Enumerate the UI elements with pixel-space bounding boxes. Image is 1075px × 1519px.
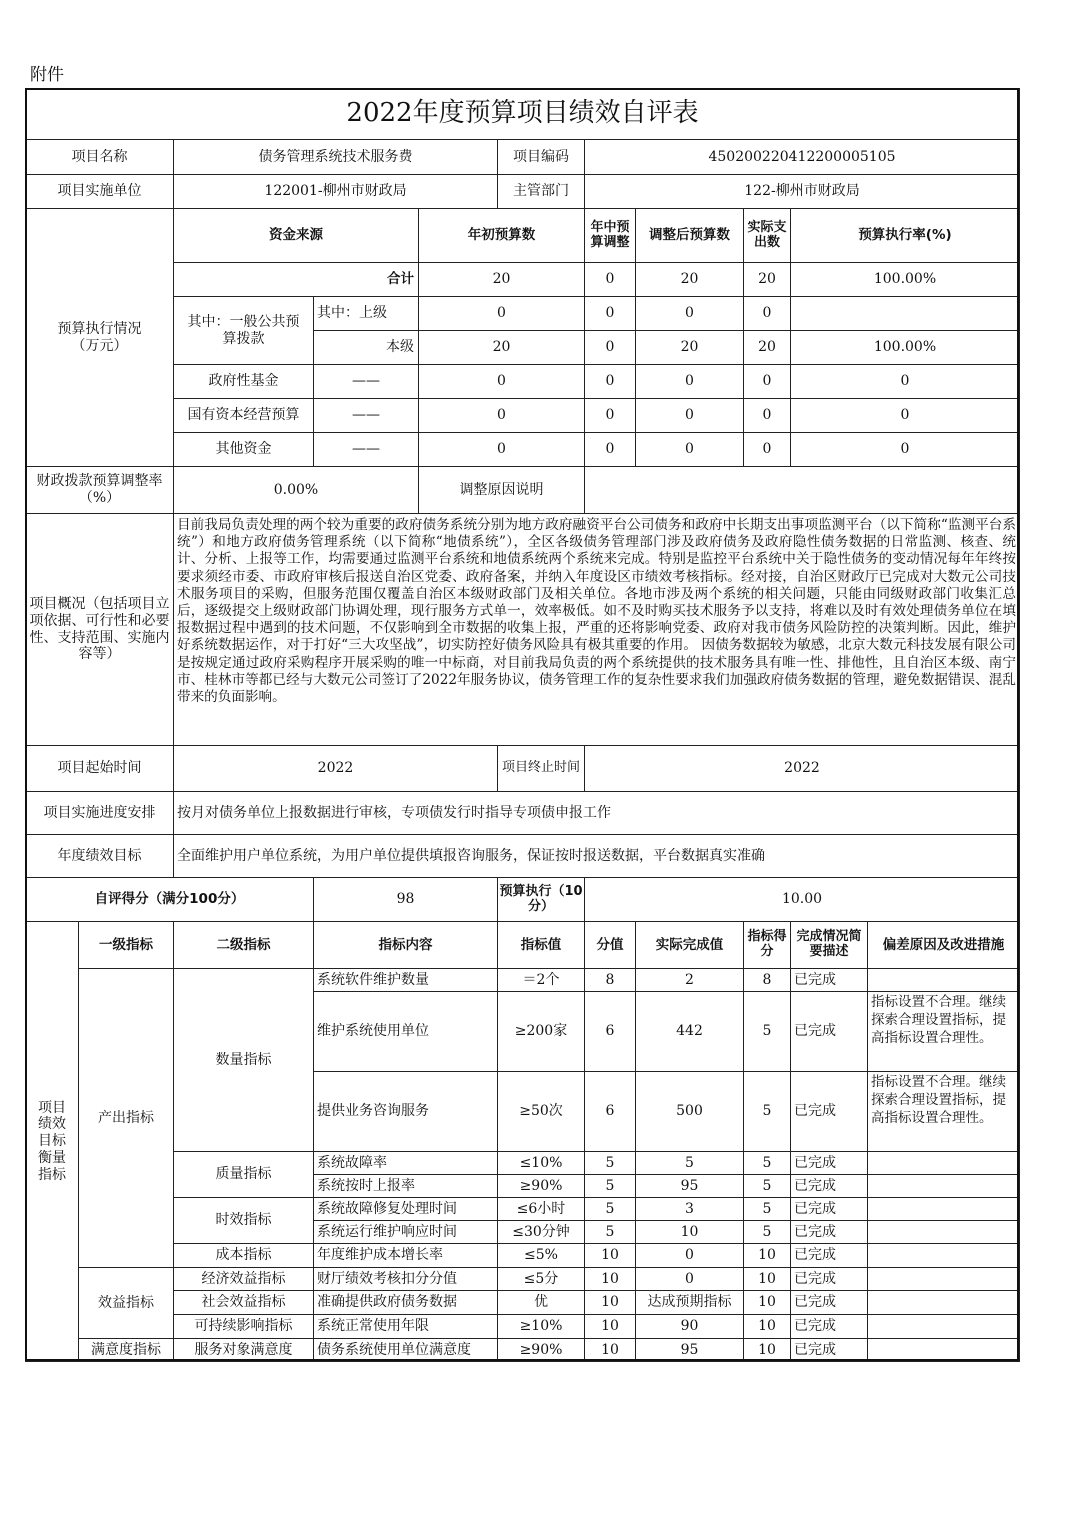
indicator-target: ≥90%: [497, 1338, 585, 1362]
indicator-weight: 10: [584, 1338, 636, 1362]
indicator-status: 已完成: [790, 1267, 868, 1291]
indicator-target: ≥90%: [497, 1174, 585, 1198]
total-row-adjusted: 20: [635, 262, 744, 297]
attachment-label: 附件: [30, 65, 64, 85]
overview-label: 项目概况（包括项目立项依据、可行性和必要性、支持范围、实施内容等）: [25, 513, 174, 746]
level2-service: 服务对象满意度: [173, 1338, 314, 1362]
indicator-target: ≤6小时: [497, 1197, 585, 1221]
indicator-deviation-note: [867, 1174, 1020, 1198]
indicator-actual: 95: [635, 1338, 744, 1362]
indicator-actual: 500: [635, 1071, 744, 1152]
indicator-status: 已完成: [790, 968, 868, 992]
other-funds-row-midyear: 0: [584, 432, 636, 467]
indicator-target: ≤30分钟: [497, 1220, 585, 1244]
level2-sustainable: 可持续影响指标: [173, 1314, 314, 1339]
self-score-value: 98: [313, 877, 498, 922]
header-midyear-adjust: 年中预算调整: [584, 208, 636, 263]
indicator-weight: 5: [584, 1197, 636, 1221]
project-code-label: 项目编码: [497, 139, 585, 175]
indicator-weight: 6: [584, 1071, 636, 1152]
indicator-header-level2: 二级指标: [173, 921, 314, 969]
local-level-row-rate: 100.00%: [790, 330, 1020, 365]
indicator-header-weight: 分值: [584, 921, 636, 969]
budget-section-label: 预算执行情况 （万元）: [25, 208, 174, 467]
other-funds-row-actual: 0: [743, 432, 791, 467]
indicator-status: 已完成: [790, 1338, 868, 1362]
general-budget-label: 其中：一般公共预算拨款: [173, 296, 314, 365]
level1-satisfaction: 满意度指标: [78, 1338, 174, 1362]
upper-level-row-actual: 0: [743, 296, 791, 331]
gov-fund-label: 政府性基金: [173, 364, 314, 399]
indicator-actual: 0: [635, 1243, 744, 1268]
indicator-deviation-note: [867, 1151, 1020, 1175]
indicator-content: 年度维护成本增长率: [313, 1243, 498, 1268]
local-level-label: 本级: [313, 330, 419, 365]
gov-fund-row-actual: 0: [743, 364, 791, 399]
indicator-actual: 95: [635, 1174, 744, 1198]
indicator-weight: 6: [584, 991, 636, 1072]
level2-quality: 质量指标: [173, 1151, 314, 1198]
header-actual-spend: 实际支出数: [743, 208, 791, 263]
indicator-score: 10: [743, 1338, 791, 1362]
gov-fund-row-rate: 0: [790, 364, 1020, 399]
project-name-value: 债务管理系统技术服务费: [173, 139, 498, 175]
indicator-deviation-note: [867, 1267, 1020, 1291]
indicator-content: 准确提供政府债务数据: [313, 1290, 498, 1315]
indicator-header-status: 完成情况简要描述: [790, 921, 868, 969]
indicator-header-note: 偏差原因及改进措施: [867, 921, 1020, 969]
indicator-score: 5: [743, 1174, 791, 1198]
indicator-status: 已完成: [790, 1197, 868, 1221]
indicator-deviation-note: 指标设置不合理。继续探索合理设置指标，提高指标设置合理性。: [867, 991, 1020, 1072]
indicator-deviation-note: [867, 968, 1020, 992]
state-capital-row-rate: 0: [790, 398, 1020, 433]
upper-level-label: 其中：上级: [313, 296, 419, 331]
indicator-score: 5: [743, 1197, 791, 1221]
indicator-status: 已完成: [790, 1290, 868, 1315]
indicator-weight: 5: [584, 1151, 636, 1175]
self-score-label: 自评得分（满分100分）: [25, 877, 314, 922]
project-unit-value: 122001-柳州市财政局: [173, 174, 498, 209]
level1-benefit: 效益指标: [78, 1267, 174, 1339]
project-dept-label: 主管部门: [497, 174, 585, 209]
annual-goal-value: 全面维护用户单位系统，为用户单位提供填报咨询服务，保证按时报送数据，平台数据真实准确: [173, 834, 1020, 878]
gov-fund-row-midyear: 0: [584, 364, 636, 399]
indicator-target: ≥10%: [497, 1314, 585, 1339]
local-level-row-actual: 20: [743, 330, 791, 365]
indicator-status: 已完成: [790, 991, 868, 1072]
adjust-rate-value: 0.00%: [173, 466, 419, 514]
indicator-target: ≤5分: [497, 1267, 585, 1291]
schedule-value: 按月对债务单位上报数据进行审核，专项债发行时指导专项债申报工作: [173, 791, 1020, 835]
level2-quantity: 数量指标: [173, 968, 314, 1152]
indicator-status: 已完成: [790, 1071, 868, 1152]
level1-output: 产出指标: [78, 968, 174, 1268]
indicator-score: 10: [743, 1243, 791, 1268]
indicator-content: 系统故障率: [313, 1151, 498, 1175]
upper-level-row-rate: [790, 296, 1020, 331]
indicator-target: ≤10%: [497, 1151, 585, 1175]
annual-goal-label: 年度绩效目标: [25, 834, 174, 878]
indicator-header-content: 指标内容: [313, 921, 498, 969]
header-adjusted-budget: 调整后预算数: [635, 208, 744, 263]
indicator-target: ＝2个: [497, 968, 585, 992]
indicator-content: 债务系统使用单位满意度: [313, 1338, 498, 1362]
local-level-row-initial: 20: [418, 330, 585, 365]
indicator-status: 已完成: [790, 1151, 868, 1175]
indicator-header-actual: 实际完成值: [635, 921, 744, 969]
indicator-deviation-note: [867, 1290, 1020, 1315]
indicator-score: 5: [743, 1220, 791, 1244]
state-capital-row-initial: 0: [418, 398, 585, 433]
indicator-weight: 10: [584, 1243, 636, 1268]
state-capital-dash: ——: [313, 398, 419, 433]
indicator-score: 10: [743, 1290, 791, 1315]
gov-fund-row-adjusted: 0: [635, 364, 744, 399]
end-time-value: 2022: [584, 745, 1020, 792]
project-unit-label: 项目实施单位: [25, 174, 174, 209]
local-level-row-adjusted: 20: [635, 330, 744, 365]
indicator-actual: 达成预期指标: [635, 1290, 744, 1315]
indicator-weight: 10: [584, 1290, 636, 1315]
indicator-weight: 8: [584, 968, 636, 992]
indicator-header-target: 指标值: [497, 921, 585, 969]
state-capital-label: 国有资本经营预算: [173, 398, 314, 433]
indicator-content: 系统故障修复处理时间: [313, 1197, 498, 1221]
indicator-deviation-note: [867, 1220, 1020, 1244]
budget-exec-score-label: 预算执行（10分）: [497, 877, 585, 922]
page-title: 2022年度预算项目绩效自评表: [25, 88, 1020, 140]
indicator-content: 提供业务咨询服务: [313, 1071, 498, 1152]
upper-level-row-adjusted: 0: [635, 296, 744, 331]
total-row-actual: 20: [743, 262, 791, 297]
indicator-score: 8: [743, 968, 791, 992]
indicator-status: 已完成: [790, 1174, 868, 1198]
indicator-weight: 10: [584, 1267, 636, 1291]
other-funds-row-initial: 0: [418, 432, 585, 467]
indicator-score: 5: [743, 1071, 791, 1152]
gov-fund-dash: ——: [313, 364, 419, 399]
indicator-actual: 90: [635, 1314, 744, 1339]
other-funds-label: 其他资金: [173, 432, 314, 467]
indicator-score: 5: [743, 991, 791, 1072]
indicator-status: 已完成: [790, 1220, 868, 1244]
indicator-header-level1: 一级指标: [78, 921, 174, 969]
state-capital-row-actual: 0: [743, 398, 791, 433]
indicator-target: ≥50次: [497, 1071, 585, 1152]
gov-fund-row-initial: 0: [418, 364, 585, 399]
indicator-score: 10: [743, 1314, 791, 1339]
indicator-content: 系统按时上报率: [313, 1174, 498, 1198]
indicator-score: 10: [743, 1267, 791, 1291]
indicator-target: ≥200家: [497, 991, 585, 1072]
indicator-deviation-note: [867, 1314, 1020, 1339]
adjust-reason-label: 调整原因说明: [418, 466, 585, 514]
indicator-target: ≤5%: [497, 1243, 585, 1268]
indicator-content: 系统软件维护数量: [313, 968, 498, 992]
total-row-label: 合计: [173, 262, 419, 297]
start-time-label: 项目起始时间: [25, 745, 174, 792]
indicator-actual: 0: [635, 1267, 744, 1291]
indicator-content: 财厅绩效考核扣分分值: [313, 1267, 498, 1291]
indicator-actual: 2: [635, 968, 744, 992]
adjust-reason-value: [584, 466, 1020, 514]
project-dept-value: 122-柳州市财政局: [584, 174, 1020, 209]
adjust-rate-label: 财政拨款预算调整率（%）: [25, 466, 174, 514]
indicator-status: 已完成: [790, 1243, 868, 1268]
other-funds-dash: ——: [313, 432, 419, 467]
indicator-actual: 3: [635, 1197, 744, 1221]
indicator-content: 系统运行维护响应时间: [313, 1220, 498, 1244]
overview-text: 目前我局负责处理的两个较为重要的政府债务系统分别为地方政府融资平台公司债务和政府中长期支出事项监测平台（以下简称“监测平台系统”）和地方政府债务管理系统（以下简称“地债系统”），全区各级债务管理部门涉及政府债务及政府隐性债务数据的日常监测、核查、统计、分析、上报等工作，均需要通过监测平台系统和地债系统两个系统来完成。特别是监控平台系统中关于隐性债务的变动情况每年年终按要求须经市委、市政府审核后报送自治区党委、政府备案，并纳入年度设区市绩效考核指标。经对接，自治区财政厅已完成对大数元公司技术服务项目的采购，但服务范围仅覆盖自治区本级财政部门及相关单位。各地市涉及两个系统的相关问题，只能由同级财政部门收集汇总后，逐级提交上级财政部门协调处理，现行服务方式单一，效率极低。如不及时购买技术服务予以支持，将难以及时有效处理债务单位在填报数据过程中遇到的技术问题，不仅影响到全市数据的收集上报，严重的还将影响党委、政府对我市债务风险防控的决策判断。因此，维护好系统数据运作，对于打好“三大攻坚战”，切实防控好债务风险具有极其重要的作用。 因债务数据较为敏感，北京大数元科技发展有限公司是按规定通过政府采购程序开展采购的唯一中标商，对目前我局负责的两个系统提供的技术服务具有唯一性、排他性，且自治区本级、南宁市、桂林市等都已经与大数元公司签订了2022年服务协议，债务管理工作的复杂性要求我们加强政府债务数据的管理，避免数据错误、混乱带来的负面影响。: [173, 513, 1020, 746]
indicator-actual: 10: [635, 1220, 744, 1244]
indicator-content: 系统正常使用年限: [313, 1314, 498, 1339]
header-fund-source: 资金来源: [173, 208, 419, 263]
indicator-content: 维护系统使用单位: [313, 991, 498, 1072]
project-code-value: 450200220412200005105: [584, 139, 1020, 175]
indicator-weight: 10: [584, 1314, 636, 1339]
indicator-weight: 5: [584, 1220, 636, 1244]
indicator-actual: 442: [635, 991, 744, 1072]
level2-timeliness: 时效指标: [173, 1197, 314, 1244]
total-row-rate: 100.00%: [790, 262, 1020, 297]
indicator-deviation-note: [867, 1197, 1020, 1221]
indicator-score: 5: [743, 1151, 791, 1175]
upper-level-row-initial: 0: [418, 296, 585, 331]
upper-level-row-midyear: 0: [584, 296, 636, 331]
start-time-value: 2022: [173, 745, 498, 792]
indicator-target: 优: [497, 1290, 585, 1315]
state-capital-row-adjusted: 0: [635, 398, 744, 433]
state-capital-row-midyear: 0: [584, 398, 636, 433]
total-row-midyear: 0: [584, 262, 636, 297]
indicator-weight: 5: [584, 1174, 636, 1198]
other-funds-row-rate: 0: [790, 432, 1020, 467]
indicator-header-score: 指标得分: [743, 921, 791, 969]
indicator-deviation-note: 指标设置不合理。继续探索合理设置指标，提高指标设置合理性。: [867, 1071, 1020, 1152]
indicator-actual: 5: [635, 1151, 744, 1175]
indicator-deviation-note: [867, 1243, 1020, 1268]
level2-cost: 成本指标: [173, 1243, 314, 1268]
total-row-initial: 20: [418, 262, 585, 297]
header-initial-budget: 年初预算数: [418, 208, 585, 263]
other-funds-row-adjusted: 0: [635, 432, 744, 467]
level2-social: 社会效益指标: [173, 1290, 314, 1315]
budget-exec-score-value: 10.00: [584, 877, 1020, 922]
header-exec-rate: 预算执行率(%): [790, 208, 1020, 263]
end-time-label: 项目终止时间: [497, 745, 585, 792]
schedule-label: 项目实施进度安排: [25, 791, 174, 835]
indicators-section-label: 项目绩效目标衡量指标: [25, 921, 79, 1362]
local-level-row-midyear: 0: [584, 330, 636, 365]
indicator-status: 已完成: [790, 1314, 868, 1339]
level2-economic: 经济效益指标: [173, 1267, 314, 1291]
project-name-label: 项目名称: [25, 139, 174, 175]
indicator-deviation-note: [867, 1338, 1020, 1362]
